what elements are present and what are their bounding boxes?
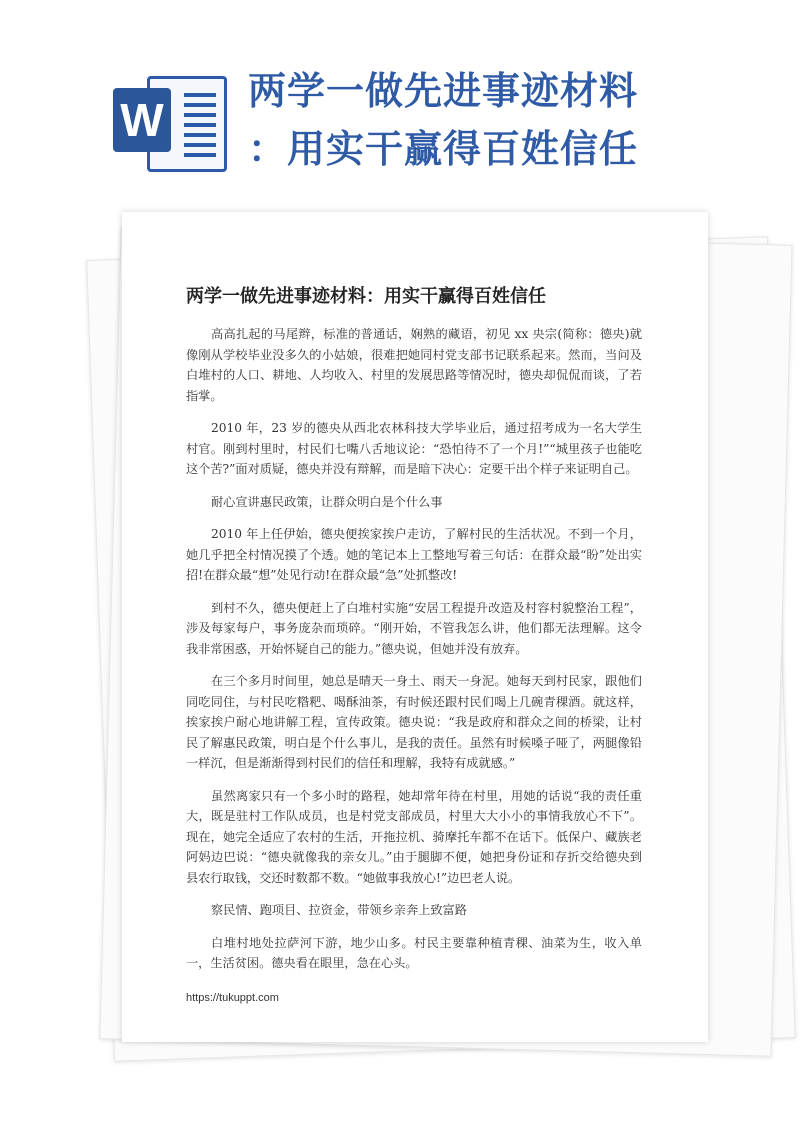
document-title: 两学一做先进事迹材料：用实干赢得百姓信任 [186,286,546,307]
paragraph: 在三个多月时间里，她总是晴天一身土、雨天一身泥。她每天到村民家，跟他们同吃同住，与村民吃糌粑、喝酥油茶，有时候还跟村民们喝上几碗青稞酒。就这样，挨家挨户耐心地讲解工程，宣传政策。德央说：“我是政府和群众之间的桥梁，让村民了解惠民政策，明白是个什么事儿，是我的责任。虽然有时候嗓子哑了，两腿像铅一样沉，但是渐渐得到村民们的信任和理解，我特有成就感。” [186,674,642,770]
banner-title-line-1: 两学一做先进事迹材料 [248,69,639,113]
paragraph: 到村不久，德央便赶上了白堆村实施“安居工程提升改造及村容村貌整治工程”，涉及每家每户，事务庞杂而琐碎。“刚开始，不管我怎么讲，他们都无法理解。这令我非常困惑，开始怀疑自己的能力。”德央说，但她并没有放弃。 [186,600,642,656]
document-page [122,212,708,1042]
paragraph: 2010 年上任伊始，德央便挨家挨户走访，了解村民的生活状况。不到一个月，她几乎把全村情况摸了个透。她的笔记本上工整地写着三句话：在群众最“盼”处出实招!在群众最“想”处见行动!在群众最“急”处抓整改! [186,527,642,582]
paragraph: 高高扎起的马尾辫，标准的普通话，娴熟的藏语，初见 xx 央宗(简称：德央)就像刚从学校毕业没多久的小姑娘，很难把她同村党支部书记联系起来。然而，当问及白堆村的人口、耕地、人均收入、村里的发展思路等情况时，德央却侃侃而谈，了若指掌。 [186,327,642,403]
banner-title [248,62,788,178]
word-icon-letter: W [113,88,171,152]
paragraph: 白堆村地处拉萨河下游，地少山多。村民主要靠种植青稞、油菜为生，收入单一，生活贫困。德央看在眼里，急在心头。 [186,935,642,970]
paragraph: 2010 年，23 岁的德央从西北农林科技大学毕业后，通过招考成为一名大学生村官。刚到村里时，村民们七嘴八舌地议论：“恐怕待不了一个月!”“城里孩子也能吃这个苦?”面对质疑，德央并没有辩解，而是暗下决心：定要干出个样子来证明自己。 [186,421,642,476]
document-url[interactable]: https://tukuppt.com [186,992,279,1004]
section-heading: 察民情、跑项目、拉资金，带领乡亲奔上致富路 [211,903,467,917]
word-document-icon [113,70,225,170]
document-body [186,324,642,986]
banner [0,0,800,200]
paragraph: 虽然离家只有一个多小时的路程，她却常年待在村里，用她的话说“我的责任重大，既是驻村工作队成员，也是村党支部成员，村里大大小小的事情我放心不下”。现在，她完全适应了农村的生活，开拖拉机、骑摩托车都不在话下。低保户、藏族老阿妈边巴说：“德央就像我的亲女儿。”由于腿脚不便，她把身份证和存折交给德央到县农行取钱，交还时数都不数。“她做事我放心!”边巴老人说。 [186,788,642,885]
banner-title-line-2: ：用实干赢得百姓信任 [248,127,639,171]
section-heading: 耐心宣讲惠民政策，让群众明白是个什么事 [211,494,443,509]
